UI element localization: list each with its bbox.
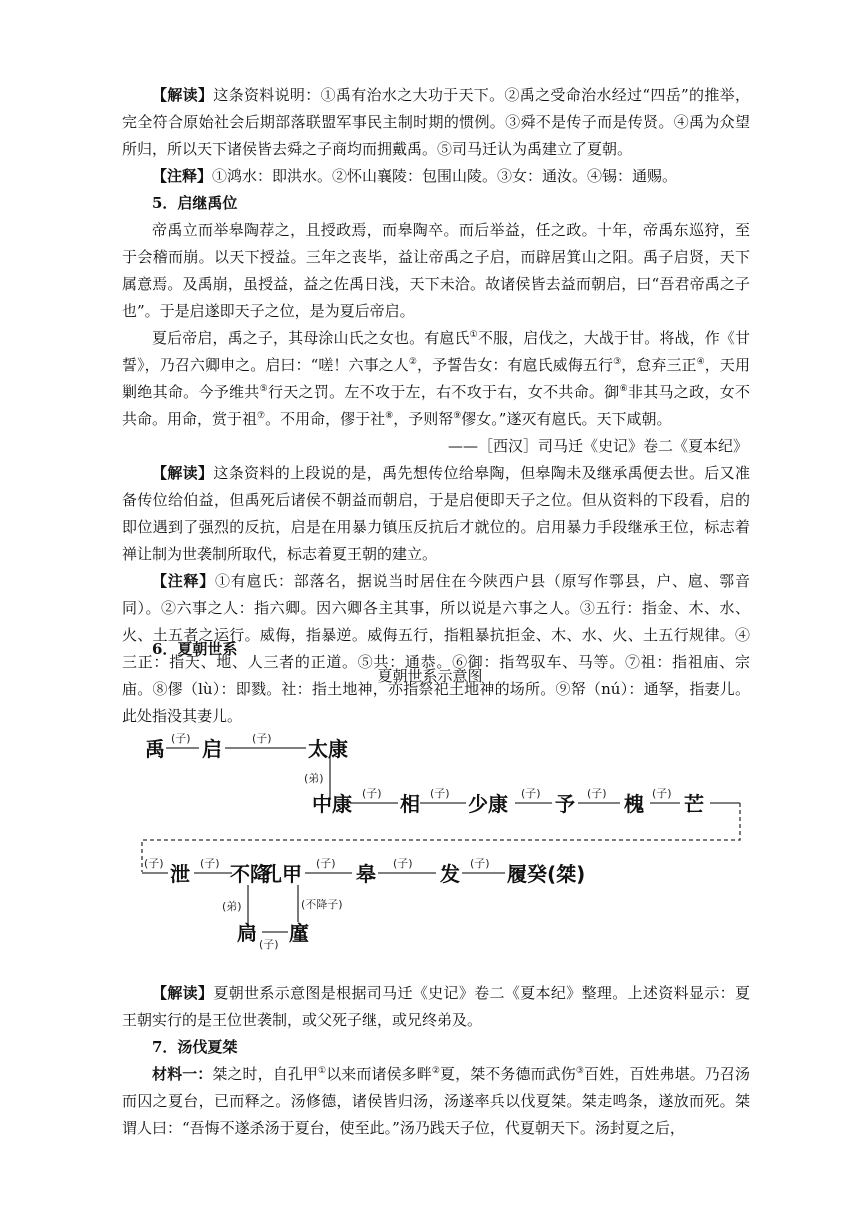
rel-bujiangzi: (不降子) xyxy=(301,898,343,911)
rel-zi: (子) xyxy=(316,857,336,870)
ruler-gao: 皋 xyxy=(356,862,376,886)
ruler-jiong: 扃 xyxy=(237,921,257,945)
section-heading-7: 7．汤伐夏桀 xyxy=(152,1038,238,1056)
ruler-mang: 芒 xyxy=(684,792,704,816)
diagram-caption: 夏朝世系示意图 xyxy=(377,667,483,685)
ruler-jin: 廑 xyxy=(289,921,309,945)
rel-di: (弟) xyxy=(304,772,324,785)
section-heading-6: 6．夏朝世系 xyxy=(152,640,238,658)
rel-zi: (子) xyxy=(252,732,272,745)
rel-zi: (子) xyxy=(171,732,191,745)
ruler-xie: 泄 xyxy=(170,862,190,886)
ruler-lvgui: 履癸(桀) xyxy=(507,862,586,886)
ruler-taikang: 太康 xyxy=(308,737,348,761)
rel-di: (弟) xyxy=(222,900,242,913)
rel-zi: (子) xyxy=(144,857,164,870)
ruler-yu: 禹 xyxy=(145,737,165,761)
ruler-fa: 发 xyxy=(440,862,460,886)
interpretation-3: 【解读】夏朝世系示意图是根据司马迁《史记》卷二《夏本纪》整理。上述资料显示：夏王朝实行的是王位世袭制，或父死子继，或兄终弟及。 xyxy=(122,984,750,1029)
section-heading-5: 5．启继禹位 xyxy=(152,194,238,212)
rel-zi: (子) xyxy=(470,857,490,870)
ruler-kongjia: 孔甲 xyxy=(262,862,302,886)
ruler-zhongkang: 中康 xyxy=(312,792,352,816)
rel-zi: (子) xyxy=(587,787,607,800)
interpretation-2: 【解读】这条资料的上段说的是，禹先想传位给皋陶，但皋陶未及继承禹便去世。后又准备传位给伯益，但禹死后诸侯不朝益而朝启，于是启便即天子之位。但从资料的下段看，启的即位遇到了强烈的反抗，启是在用暴力镇压反抗后才就位的。启用暴力手段继承王位，标志着禅让制为世袭制所取代，标志着夏王朝的建立。 xyxy=(122,464,750,563)
rel-zi: (子) xyxy=(393,857,413,870)
interpretation-1: 【解读】这条资料说明：①禹有治水之大功于天下。②禹之受命治水经过“四岳”的推举，完全符合原始社会后期部落联盟军事民主制时期的惯例。③舜不是传子而是传贤。④禹为众望所归，所以天下诸侯皆去舜之子商均而拥戴禹。⑤司马迁认为禹建立了夏朝。 xyxy=(122,86,750,158)
rel-zi: (子) xyxy=(652,787,672,800)
annotation-2: 【注释】①有扈氏：部落名，据说当时居住在今陕西户县（原写作鄠县，户、扈、鄠音同）。②六事之人：指六卿。因六卿各主其事，所以说是六事之人。③五行：指金、木、水、火、土五者之运行。威侮，指暴逆。威侮五行，指粗暴抗拒金、木、水、火、土五行规律。④三正：指天、地、人三者的正道。⑤共：通恭。⑥御：指驾驭车、马等。⑦祖：指祖庙、宗庙。⑧僇（lù）：即戮。社：指土地神，亦指祭祀土地神的场所。⑨帑（nú）：通孥，指妻儿。此处指没其妻儿。 xyxy=(122,572,750,725)
ruler-bujiang: 不降 xyxy=(230,862,270,886)
source-citation: ——［西汉］司马迁《史记》卷二《夏本纪》 xyxy=(447,437,748,455)
rel-zi: (子) xyxy=(430,787,450,800)
ruler-huai: 槐 xyxy=(624,792,644,816)
ruler-qi: 启 xyxy=(202,737,222,761)
rel-zi: (子) xyxy=(200,857,220,870)
rel-zi: (子) xyxy=(362,787,382,800)
source-text-5b: 夏后帝启，禹之子，其母涂山氏之女也。有扈氏①不服，启伐之，大战于甘。将战，作《甘誓》，乃召六卿申之。启曰：“嗟！六事之人②，予誓告女：有扈氏威侮五行③，怠弃三正④，天用剿绝其命。今予维共⑤行天之罚。左不攻于左，右不攻于右，女不共命。御⑥非其马之政，女不共命。用命，赏于祖⑦。不用命，僇于社⑧，予则帑⑨僇女。”遂灭有扈氏。天下咸朝。 xyxy=(122,329,750,428)
material-1: 材料一：桀之时，自孔甲①以来而诸侯多畔②夏，桀不务德而武伤③百姓，百姓弗堪。乃召汤而囚之夏台，已而释之。汤修德，诸侯皆归汤，汤遂率兵以伐夏桀。桀走鸣条，遂放而死。桀谓人曰：“吾悔不遂杀汤于夏台，使至此。”汤乃践天子位，代夏朝天下。汤封夏之后， xyxy=(122,1065,750,1137)
rel-zi: (子) xyxy=(259,938,279,951)
xia-genealogy-diagram xyxy=(0,700,860,960)
ruler-zhu: 予 xyxy=(555,792,575,816)
source-text-5a: 帝禹立而举皋陶荐之，且授政焉，而皋陶卒。而后举益，任之政。十年，帝禹东巡狩，至于会稽而崩。以天下授益。三年之丧毕，益让帝禹之子启，而辟居箕山之阳。禹子启贤，天下属意焉。及禹崩，虽授益，益之佐禹日浅，天下未洽。故诸侯皆去益而朝启，曰“吾君帝禹之子也”。于是启遂即天子之位，是为夏后帝启。 xyxy=(122,221,750,320)
ruler-shaokang: 少康 xyxy=(468,792,508,816)
ruler-xiang: 相 xyxy=(400,792,420,816)
rel-zi: (子) xyxy=(521,787,541,800)
annotation-1: 【注释】①鸿水：即洪水。②怀山襄陵：包围山陵。③女：通汝。④锡：通赐。 xyxy=(152,167,678,185)
